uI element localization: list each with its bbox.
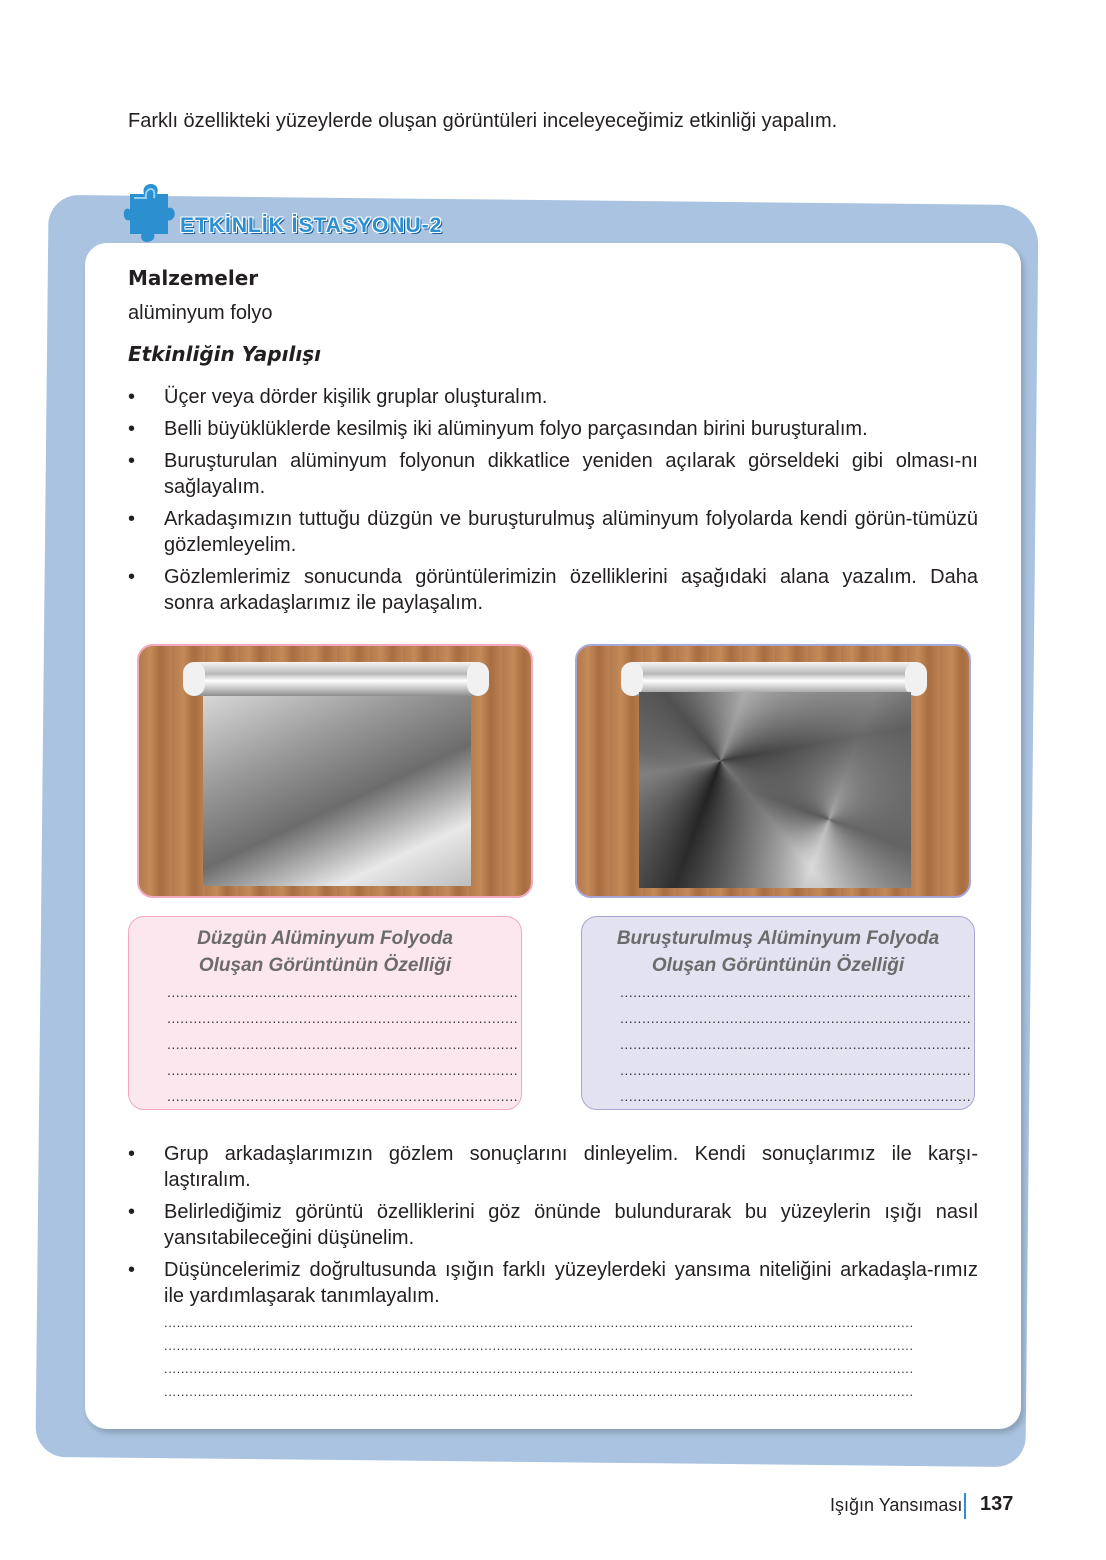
- page-number: 137: [980, 1493, 1014, 1515]
- procedure-steps: [128, 384, 978, 622]
- answer-line[interactable]: ..................................................................................................................................................................................: [164, 1361, 914, 1376]
- definition-answer-area[interactable]: [164, 1311, 978, 1403]
- followup-step: • Düşüncelerimiz doğrultusunda ışığın farklı yüzeylerdeki yansıma niteliğini arkadaşla-rımız ile yardımlaşarak tanımlayalım.: [128, 1257, 978, 1309]
- foil-roll: [621, 662, 927, 696]
- procedure-step: • Buruşturulan alüminyum folyonun dikkatlice yeniden açılarak görseldeki gibi olması-nı sağlayalım.: [128, 448, 978, 500]
- materials-heading: Malzemeler: [128, 266, 259, 290]
- answer-line[interactable]: ................................................................................: [167, 1062, 519, 1078]
- answer-line[interactable]: ................................................................................: [167, 1010, 519, 1026]
- answer-line[interactable]: ..................................................................................................................................................................................: [164, 1384, 914, 1399]
- answer-line[interactable]: ................................................................................: [620, 1036, 972, 1052]
- followup-steps: [128, 1141, 978, 1315]
- answer-line[interactable]: ..................................................................................................................................................................................: [164, 1338, 914, 1353]
- answer-line[interactable]: ................................................................................: [620, 1062, 972, 1078]
- intro-text: Farklı özellikteki yüzeylerde oluşan görüntüleri inceleyeceğimiz etkinliği yapalım.: [128, 110, 838, 132]
- followup-step: • Grup arkadaşlarımızın gözlem sonuçlarını dinleyelim. Kendi sonuçlarımız ile karşı-laştıralım.: [128, 1141, 978, 1193]
- crumpled-notes-title: Buruşturulmuş Alüminyum Folyoda Oluşan Görüntünün Özelliği: [616, 928, 940, 976]
- crumpled-foil-notes: [581, 916, 975, 1110]
- crumpled-foil-photo: [575, 644, 971, 898]
- answer-line[interactable]: ................................................................................: [167, 1088, 519, 1104]
- answer-line[interactable]: ................................................................................: [620, 1088, 972, 1104]
- procedure-step: • Arkadaşımızın tuttuğu düzgün ve buruşturulmuş alüminyum folyolarda kendi görün-tümüzü gözlemleyelim.: [128, 506, 978, 558]
- procedure-step: • Gözlemlerimiz sonucunda görüntülerimizin özelliklerini aşağıdaki alana yazalım. Daha sonra arkadaşlarımız ile paylaşalım.: [128, 564, 978, 616]
- answer-line[interactable]: ................................................................................: [620, 1010, 972, 1026]
- answer-line[interactable]: ................................................................................: [620, 984, 972, 1000]
- procedure-heading: Etkinliğin Yapılışı: [128, 342, 321, 366]
- footer-divider: [964, 1493, 966, 1519]
- answer-line[interactable]: ..................................................................................................................................................................................: [164, 1315, 914, 1330]
- crumpled-foil-sheet: [639, 692, 911, 888]
- smooth-foil-photo: [137, 644, 533, 898]
- chapter-title: Işığın Yansıması: [830, 1495, 963, 1515]
- procedure-step: • Üçer veya dörder kişilik gruplar oluşturalım.: [128, 384, 978, 410]
- foil-roll: [183, 662, 489, 696]
- smooth-foil-notes: [128, 916, 522, 1110]
- followup-step: • Belirlediğimiz görüntü özelliklerini göz önünde bulundurarak bu yüzeylerin ışığı nasıl yansıtabileceğini düşünelim.: [128, 1199, 978, 1251]
- smooth-foil-sheet: [203, 696, 471, 886]
- materials-item: alüminyum folyo: [128, 302, 273, 324]
- procedure-step: • Belli büyüklüklerde kesilmiş iki alüminyum folyo parçasından birini buruşturalım.: [128, 416, 978, 442]
- puzzle-piece-icon: [124, 184, 174, 242]
- station-title: ETKİNLİK İSTASYONU-2: [180, 214, 443, 237]
- answer-line[interactable]: ................................................................................: [167, 984, 519, 1000]
- answer-line[interactable]: ................................................................................: [167, 1036, 519, 1052]
- smooth-notes-title: Düzgün Alüminyum Folyoda Oluşan Görüntünün Özelliği: [197, 928, 453, 976]
